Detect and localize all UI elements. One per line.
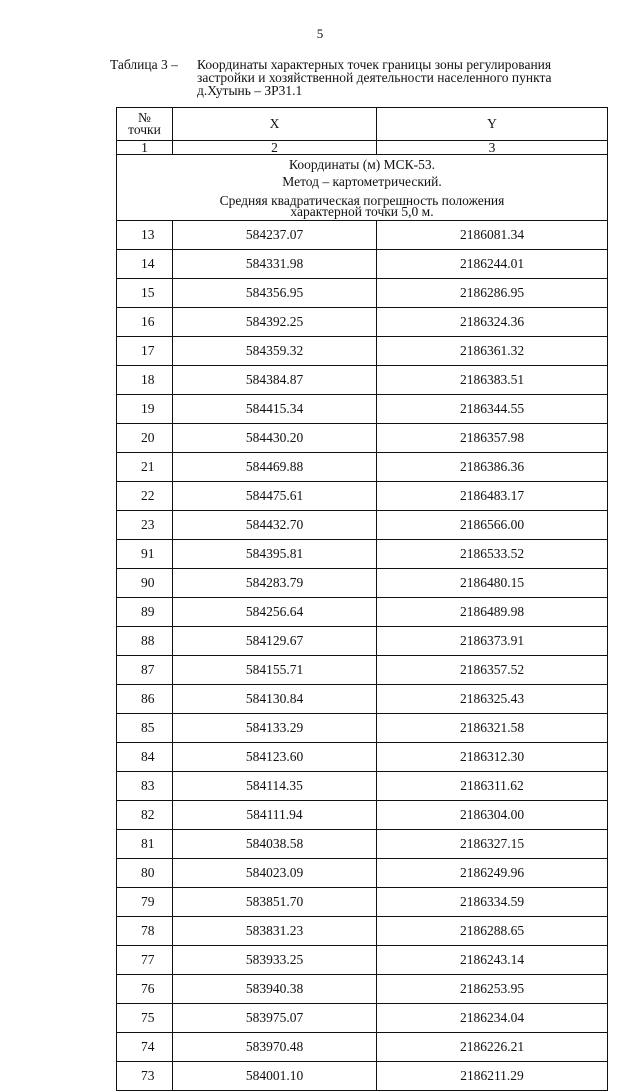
point-number-cell: 87 xyxy=(117,656,173,685)
table-row xyxy=(117,714,608,743)
point-number-cell: 84 xyxy=(117,743,173,772)
table-row xyxy=(117,975,608,1004)
column-number-row xyxy=(117,141,608,155)
y-coordinate-cell: 2186243.14 xyxy=(377,946,608,975)
x-coordinate-cell: 584356.95 xyxy=(173,279,377,308)
point-number-cell: 73 xyxy=(117,1062,173,1091)
info-line: характерной точки 5,0 м. xyxy=(290,204,434,219)
page-number: 5 xyxy=(316,26,324,41)
point-number-cell: 78 xyxy=(117,917,173,946)
info-row xyxy=(117,155,608,221)
header-x: X xyxy=(173,108,377,141)
column-number: 3 xyxy=(377,141,608,155)
y-coordinate-cell: 2186386.36 xyxy=(377,453,608,482)
x-coordinate-cell: 584130.84 xyxy=(173,685,377,714)
point-number-cell: 91 xyxy=(117,540,173,569)
x-coordinate-cell: 584359.32 xyxy=(173,337,377,366)
x-coordinate-cell: 584114.35 xyxy=(173,772,377,801)
info-line: Средняя квадратическая погрешность положения xyxy=(219,193,505,208)
y-coordinate-cell: 2186288.65 xyxy=(377,917,608,946)
info-line: Координаты (м) МСК-53. xyxy=(288,157,435,172)
point-number-cell: 20 xyxy=(117,424,173,453)
y-coordinate-cell: 2186321.58 xyxy=(377,714,608,743)
point-number-cell: 80 xyxy=(117,859,173,888)
point-number-cell: 79 xyxy=(117,888,173,917)
table-caption-line: застройки и хозяйственной деятельности населенного пункта xyxy=(197,70,552,85)
point-number-cell: 23 xyxy=(117,511,173,540)
x-coordinate-cell: 584123.60 xyxy=(173,743,377,772)
x-coordinate-cell: 584469.88 xyxy=(173,453,377,482)
point-number-cell: 22 xyxy=(117,482,173,511)
point-number-cell: 75 xyxy=(117,1004,173,1033)
table-row xyxy=(117,917,608,946)
x-coordinate-cell: 584430.20 xyxy=(173,424,377,453)
y-coordinate-cell: 2186226.21 xyxy=(377,1033,608,1062)
x-coordinate-cell: 584038.58 xyxy=(173,830,377,859)
y-coordinate-cell: 2186234.04 xyxy=(377,1004,608,1033)
y-coordinate-cell: 2186489.98 xyxy=(377,598,608,627)
point-number-cell: 82 xyxy=(117,801,173,830)
table-row xyxy=(117,859,608,888)
table-row xyxy=(117,598,608,627)
x-coordinate-cell: 583831.23 xyxy=(173,917,377,946)
column-number: 1 xyxy=(117,141,173,155)
table-row xyxy=(117,308,608,337)
x-coordinate-cell: 584395.81 xyxy=(173,540,377,569)
y-coordinate-cell: 2186361.32 xyxy=(377,337,608,366)
y-coordinate-cell: 2186357.52 xyxy=(377,656,608,685)
y-coordinate-cell: 2186334.59 xyxy=(377,888,608,917)
y-coordinate-cell: 2186373.91 xyxy=(377,627,608,656)
table-caption-line: Координаты характерных точек границы зоны регулирования xyxy=(197,57,552,72)
y-coordinate-cell: 2186566.00 xyxy=(377,511,608,540)
table-row xyxy=(117,424,608,453)
x-coordinate-cell: 583933.25 xyxy=(173,946,377,975)
point-number-cell: 13 xyxy=(117,221,173,250)
point-number-cell: 16 xyxy=(117,308,173,337)
x-coordinate-cell: 584001.10 xyxy=(173,1062,377,1091)
point-number-cell: 89 xyxy=(117,598,173,627)
header-point-number xyxy=(117,108,173,141)
table-row xyxy=(117,743,608,772)
x-coordinate-cell: 584237.07 xyxy=(173,221,377,250)
point-number-cell: 85 xyxy=(117,714,173,743)
table-row xyxy=(117,279,608,308)
y-coordinate-cell: 2186357.98 xyxy=(377,424,608,453)
x-coordinate-cell: 584432.70 xyxy=(173,511,377,540)
table-row xyxy=(117,511,608,540)
table-row xyxy=(117,366,608,395)
table-row xyxy=(117,685,608,714)
table-row xyxy=(117,627,608,656)
point-number-cell: 19 xyxy=(117,395,173,424)
column-number: 2 xyxy=(173,141,377,155)
table-row xyxy=(117,1033,608,1062)
y-coordinate-cell: 2186211.29 xyxy=(377,1062,608,1091)
y-coordinate-cell: 2186480.15 xyxy=(377,569,608,598)
table-row xyxy=(117,656,608,685)
x-coordinate-cell: 583970.48 xyxy=(173,1033,377,1062)
table-caption-line: д.Хутынь – ЗР31.1 xyxy=(197,83,303,98)
table-row xyxy=(117,482,608,511)
y-coordinate-cell: 2186312.30 xyxy=(377,743,608,772)
table-row xyxy=(117,569,608,598)
table-row xyxy=(117,1062,608,1091)
y-coordinate-cell: 2186324.36 xyxy=(377,308,608,337)
point-number-cell: 81 xyxy=(117,830,173,859)
table-caption-label: Таблица 3 – xyxy=(110,57,178,72)
coordinates-table xyxy=(116,107,608,1091)
point-number-cell: 17 xyxy=(117,337,173,366)
point-number-cell: 76 xyxy=(117,975,173,1004)
x-coordinate-cell: 584023.09 xyxy=(173,859,377,888)
point-number-cell: 15 xyxy=(117,279,173,308)
coordinate-system-info xyxy=(117,155,608,221)
y-coordinate-cell: 2186286.95 xyxy=(377,279,608,308)
table-row xyxy=(117,250,608,279)
y-coordinate-cell: 2186311.62 xyxy=(377,772,608,801)
x-coordinate-cell: 584331.98 xyxy=(173,250,377,279)
point-number-cell: 83 xyxy=(117,772,173,801)
info-line: Метод – картометрический. xyxy=(282,174,442,189)
point-number-cell: 18 xyxy=(117,366,173,395)
y-coordinate-cell: 2186253.95 xyxy=(377,975,608,1004)
point-number-cell: 90 xyxy=(117,569,173,598)
y-coordinate-cell: 2186327.15 xyxy=(377,830,608,859)
table-caption xyxy=(110,58,600,97)
y-coordinate-cell: 2186081.34 xyxy=(377,221,608,250)
x-coordinate-cell: 584129.67 xyxy=(173,627,377,656)
y-coordinate-cell: 2186325.43 xyxy=(377,685,608,714)
table-row xyxy=(117,888,608,917)
table-row xyxy=(117,395,608,424)
y-coordinate-cell: 2186244.01 xyxy=(377,250,608,279)
x-coordinate-cell: 583851.70 xyxy=(173,888,377,917)
point-number-cell: 21 xyxy=(117,453,173,482)
y-coordinate-cell: 2186304.00 xyxy=(377,801,608,830)
point-number-cell: 88 xyxy=(117,627,173,656)
x-coordinate-cell: 584415.34 xyxy=(173,395,377,424)
header-point-line: № xyxy=(138,110,151,125)
x-coordinate-cell: 584384.87 xyxy=(173,366,377,395)
x-coordinate-cell: 584475.61 xyxy=(173,482,377,511)
x-coordinate-cell: 584256.64 xyxy=(173,598,377,627)
y-coordinate-cell: 2186344.55 xyxy=(377,395,608,424)
y-coordinate-cell: 2186383.51 xyxy=(377,366,608,395)
x-coordinate-cell: 583975.07 xyxy=(173,1004,377,1033)
x-coordinate-cell: 584155.71 xyxy=(173,656,377,685)
point-number-cell: 74 xyxy=(117,1033,173,1062)
x-coordinate-cell: 584111.94 xyxy=(173,801,377,830)
table-row xyxy=(117,946,608,975)
point-number-cell: 14 xyxy=(117,250,173,279)
table-row xyxy=(117,830,608,859)
header-y: Y xyxy=(377,108,608,141)
x-coordinate-cell: 583940.38 xyxy=(173,975,377,1004)
header-row xyxy=(117,108,608,141)
y-coordinate-cell: 2186483.17 xyxy=(377,482,608,511)
table-row xyxy=(117,1004,608,1033)
table-row xyxy=(117,772,608,801)
x-coordinate-cell: 584283.79 xyxy=(173,569,377,598)
table-row xyxy=(117,337,608,366)
table-row xyxy=(117,540,608,569)
header-point-line: точки xyxy=(128,122,161,137)
y-coordinate-cell: 2186533.52 xyxy=(377,540,608,569)
point-number-cell: 77 xyxy=(117,946,173,975)
point-number-cell: 86 xyxy=(117,685,173,714)
table-row xyxy=(117,801,608,830)
x-coordinate-cell: 584133.29 xyxy=(173,714,377,743)
y-coordinate-cell: 2186249.96 xyxy=(377,859,608,888)
table-row xyxy=(117,221,608,250)
table-row xyxy=(117,453,608,482)
x-coordinate-cell: 584392.25 xyxy=(173,308,377,337)
